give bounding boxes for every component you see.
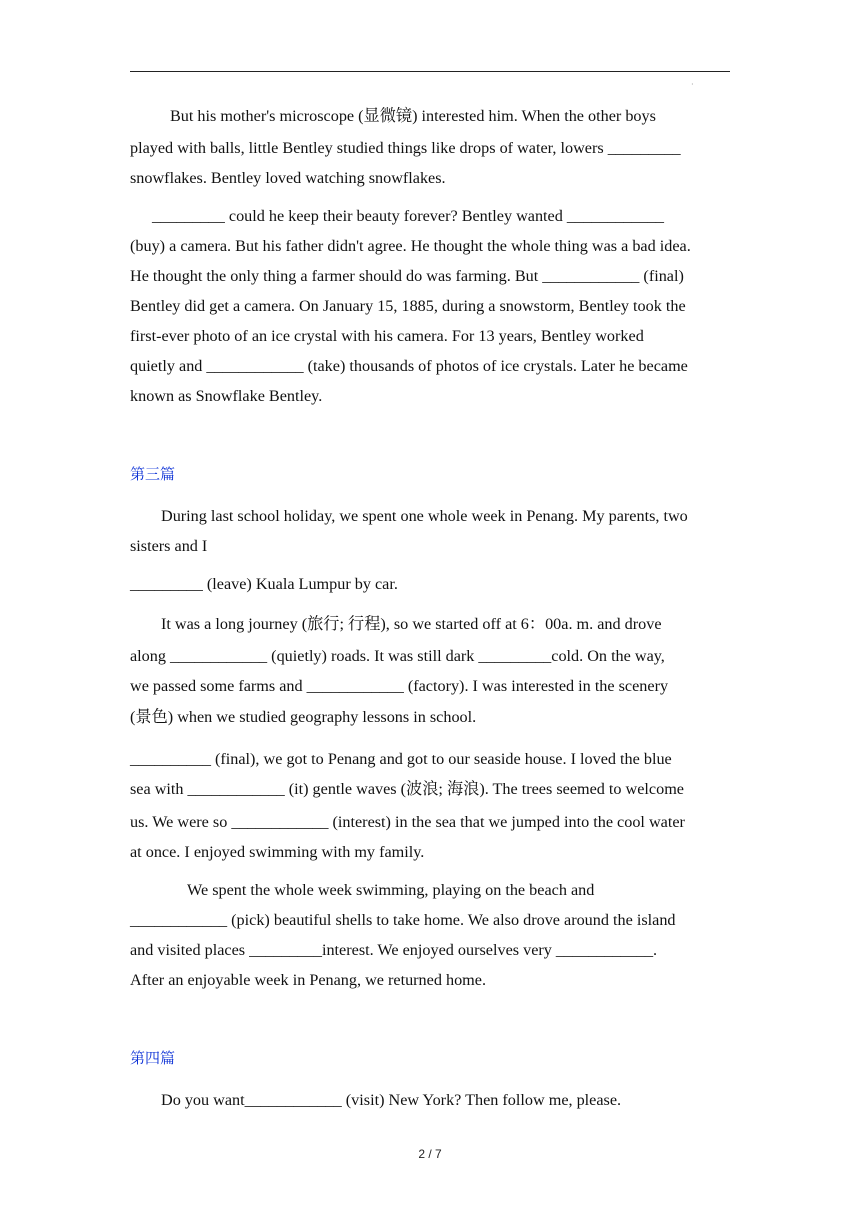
text-line: sisters and I [130,537,208,555]
text-line: During last school holiday, we spent one whole week in Penang. My parents, two [161,507,688,525]
text-line: known as Snowflake Bentley. [130,387,323,405]
header-dot: · [691,80,694,89]
text-line: _________ could he keep their beauty forever? Bentley wanted ____________ [152,207,665,225]
text-line: us. We were so ____________ (interest) in the sea that we jumped into the cool water [130,813,685,831]
text-line: at once. I enjoyed swimming with my family. [130,843,425,861]
text-line: We spent the whole week swimming, playing on the beach and [187,881,595,899]
text-line: we passed some farms and ____________ (factory). I was interested in the scenery [130,677,669,695]
section-heading: 第三篇 [130,465,176,483]
text-line: (景色) when we studied geography lessons in school. [130,708,477,726]
text-line: Bentley did get a camera. On January 15, 1885, during a snowstorm, Bentley took the [130,297,686,315]
text-line: quietly and ____________ (take) thousands of photos of ice crystals. Later he became [130,357,688,375]
text-line: __________ (final), we got to Penang and got to our seaside house. I loved the blue [130,750,672,768]
text-line: first-ever photo of an ice crystal with his camera. For 13 years, Bentley worked [130,327,644,345]
text-line: Do you want____________ (visit) New York? Then follow me, please. [161,1091,622,1109]
text-line: and visited places _________interest. We enjoyed ourselves very ____________. [130,941,658,959]
page-number: 2 / 7 [418,1147,442,1161]
text-line: It was a long journey (旅行; 行程), so we started off at 6：00a. m. and drove [161,615,662,633]
text-line: _________ (leave) Kuala Lumpur by car. [130,575,398,593]
text-line: along ____________ (quietly) roads. It was still dark _________cold. On the way, [130,647,665,665]
text-line: After an enjoyable week in Penang, we returned home. [130,971,486,989]
text-line: He thought the only thing a farmer should do was farming. But ____________ (final) [130,267,684,285]
header-rule [130,71,730,72]
text-line: snowflakes. Bentley loved watching snowflakes. [130,169,446,187]
text-line: But his mother's microscope (显微镜) interested him. When the other boys [170,107,656,125]
text-line: ____________ (pick) beautiful shells to take home. We also drove around the island [130,911,676,929]
text-line: (buy) a camera. But his father didn't agree. He thought the whole thing was a bad idea. [130,237,691,255]
text-line: sea with ____________ (it) gentle waves (波浪; 海浪). The trees seemed to welcome [130,780,684,798]
text-line: played with balls, little Bentley studied things like drops of water, lowers _________ [130,139,681,157]
section-heading: 第四篇 [130,1049,176,1067]
